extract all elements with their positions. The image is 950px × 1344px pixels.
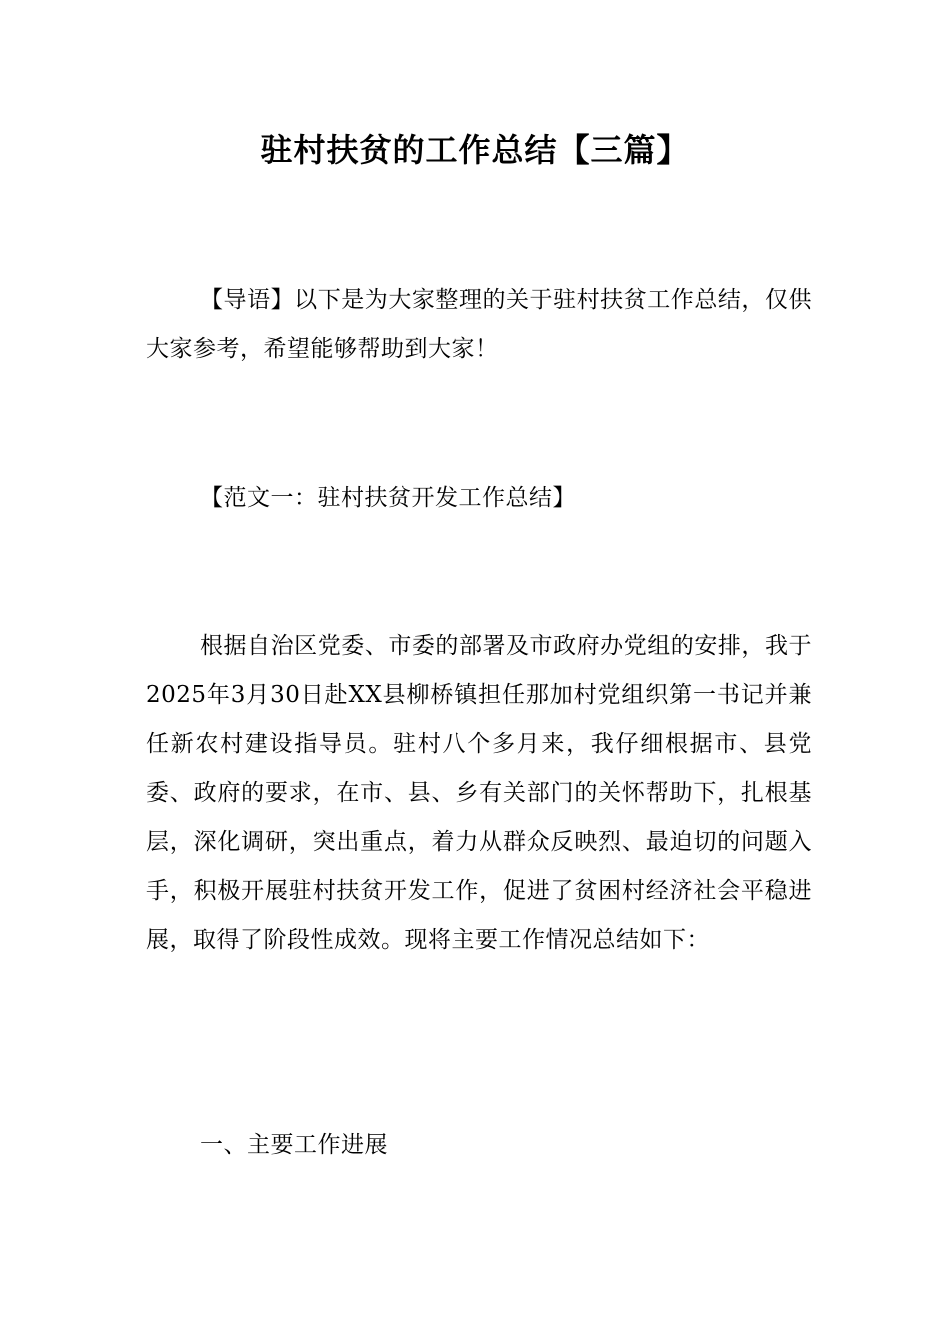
intro-paragraph: 【导语】以下是为大家整理的关于驻村扶贫工作总结，仅供大家参考，希望能够帮助到大家！ <box>146 287 812 362</box>
body-paragraph: 根据自治区党委、市委的部署及市政府办党组的安排，我于2025年3月30日赴XX县柳桥镇担任那加村党组织第一书记并兼任新农村建设指导员。驻村八个多月来，我仔细根据市、县党委、政府的要求，在市、县、乡有关部门的关怀帮助下，扎根基层，深化调研，突出重点，着力从群众反映烈、最迫切的问题入手，积极开展驻村扶贫开发工作，促进了贫困村经济社会平稳进展，取得了阶段性成效。现将主要工作情况总结如下： <box>146 633 812 953</box>
section-heading: 【范文一：驻村扶贫开发工作总结】 <box>200 485 576 511</box>
document-title: 驻村扶贫的工作总结【三篇】 <box>260 131 690 169</box>
item-heading: 一、主要工作进展 <box>200 1132 388 1158</box>
